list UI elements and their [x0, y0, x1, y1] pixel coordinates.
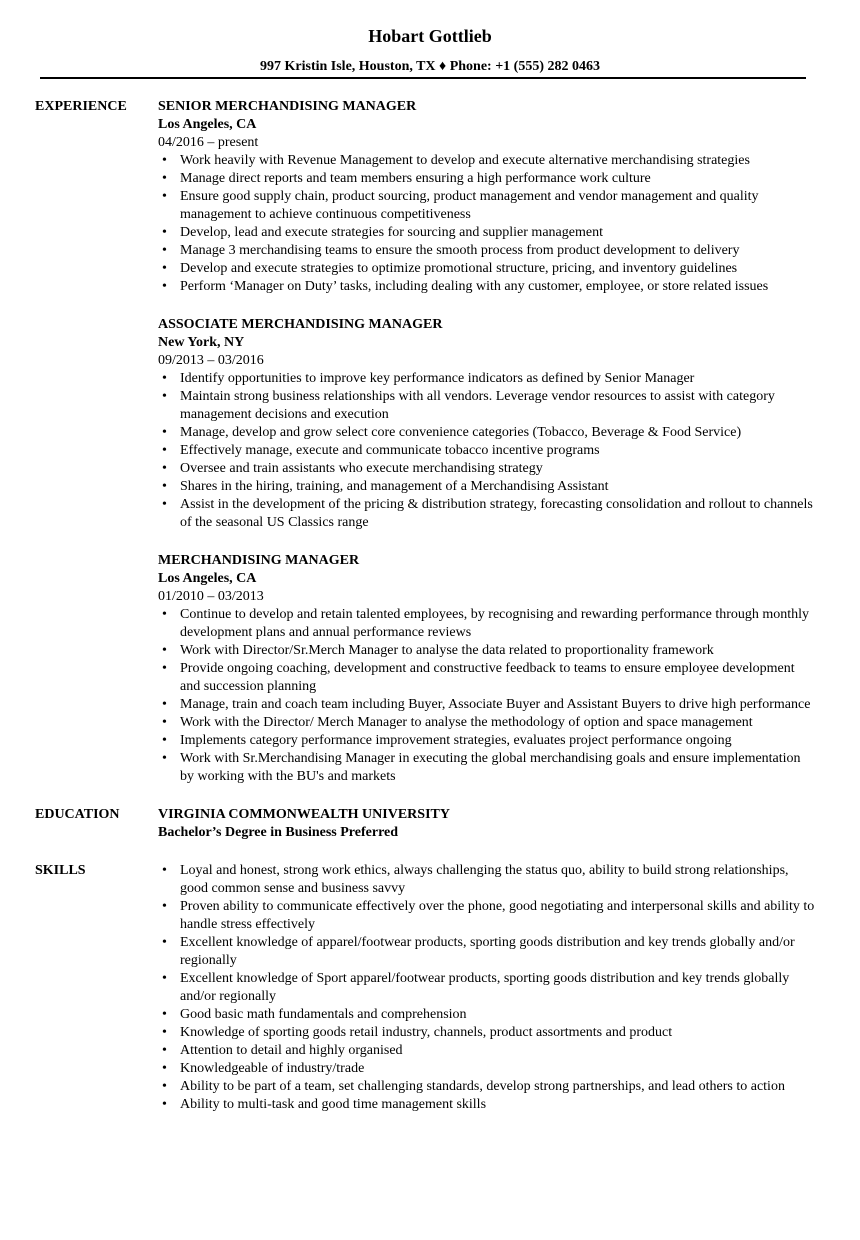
- section-label-skills: SKILLS: [35, 863, 86, 878]
- skill-item: • Excellent knowledge of Sport apparel/footwear products, sporting goods distribution and key trends globally and/or regionally: [158, 970, 818, 1006]
- education-body: [158, 806, 818, 842]
- job-bullets: [158, 606, 818, 786]
- bullet-item: • Develop, lead and execute strategies for sourcing and supplier management: [158, 224, 818, 242]
- bullet-item: • Develop and execute strategies to optimize promotional structure, pricing, and inventory guidelines: [158, 260, 818, 278]
- skill-item: • Good basic math fundamentals and comprehension: [158, 1006, 818, 1024]
- job-bullets: [158, 370, 818, 532]
- job-entry: [158, 98, 818, 296]
- bullet-item: • Assist in the development of the pricing & distribution strategy, forecasting consolidation and rollout to channels of the seasonal US Classics range: [158, 496, 818, 532]
- education-section: [0, 806, 860, 842]
- job-bullets: [158, 152, 818, 296]
- bullet-item: • Effectively manage, execute and communicate tobacco incentive programs: [158, 442, 818, 460]
- job-dates: 04/2016 – present: [158, 135, 259, 150]
- bullet-item: • Manage direct reports and team members ensuring a high performance work culture: [158, 170, 818, 188]
- skill-item: • Excellent knowledge of apparel/footwear products, sporting goods distribution and key trends globally and/or regionally: [158, 934, 818, 970]
- skill-item: • Knowledge of sporting goods retail industry, channels, product assortments and product: [158, 1024, 818, 1042]
- bullet-item: • Manage, develop and grow select core convenience categories (Tobacco, Beverage & Food Service): [158, 424, 818, 442]
- bullet-item: • Work with Sr.Merchandising Manager in executing the global merchandising goals and ensure implementation by working with the BU's and markets: [158, 750, 818, 786]
- skill-item: • Attention to detail and highly organised: [158, 1042, 818, 1060]
- job-title: ASSOCIATE MERCHANDISING MANAGER: [158, 317, 443, 332]
- job-entry: [158, 316, 818, 532]
- section-label-education: EDUCATION: [35, 807, 120, 822]
- resume-content: [0, 98, 860, 1114]
- bullet-item: • Ensure good supply chain, product sourcing, product management and vendor management and quality management to achieve continuous competitiveness: [158, 188, 818, 224]
- job-title: MERCHANDISING MANAGER: [158, 553, 360, 568]
- job-location: Los Angeles, CA: [158, 117, 257, 132]
- skill-item: • Knowledgeable of industry/trade: [158, 1060, 818, 1078]
- contact-line: 997 Kristin Isle, Houston, TX ♦ Phone: +1 (555) 282 0463: [260, 59, 600, 74]
- experience-section: [0, 98, 860, 786]
- bullet-item: • Shares in the hiring, training, and management of a Merchandising Assistant: [158, 478, 818, 496]
- skill-item: • Loyal and honest, strong work ethics, always challenging the status quo, ability to build strong relationships, good common sense and business savvy: [158, 862, 818, 898]
- skills-body: [158, 862, 818, 1114]
- skills-section: [0, 862, 860, 1114]
- job-dates: 09/2013 – 03/2016: [158, 353, 264, 368]
- skill-item: • Proven ability to communicate effectively over the phone, good negotiating and interpersonal skills and ability to handle stress effectively: [158, 898, 818, 934]
- header-divider: [40, 77, 806, 79]
- skill-item: • Ability to multi-task and good time management skills: [158, 1096, 818, 1114]
- bullet-item: • Identify opportunities to improve key performance indicators as defined by Senior Manager: [158, 370, 818, 388]
- bullet-item: • Implements category performance improvement strategies, evaluates project performance ongoing: [158, 732, 818, 750]
- bullet-item: • Manage, train and coach team including Buyer, Associate Buyer and Assistant Buyers to drive high performance: [158, 696, 818, 714]
- bullet-item: • Continue to develop and retain talented employees, by recognising and rewarding performance through monthly development plans and annual performance reviews: [158, 606, 818, 642]
- skills-list: [158, 862, 818, 1114]
- bullet-item: • Work heavily with Revenue Management to develop and execute alternative merchandising strategies: [158, 152, 818, 170]
- job-entry: [158, 552, 818, 786]
- school-name: VIRGINIA COMMONWEALTH UNIVERSITY: [158, 807, 450, 822]
- job-location: New York, NY: [158, 335, 245, 350]
- degree-name: Bachelor’s Degree in Business Preferred: [158, 825, 399, 840]
- experience-body: [158, 98, 818, 786]
- bullet-item: • Work with Director/Sr.Merch Manager to analyse the data related to proportionality framework: [158, 642, 818, 660]
- bullet-item: • Manage 3 merchandising teams to ensure the smooth process from product development to delivery: [158, 242, 818, 260]
- candidate-name: Hobart Gottlieb: [368, 26, 492, 46]
- skill-item: • Ability to be part of a team, set challenging standards, develop strong partnerships, and lead others to action: [158, 1078, 818, 1096]
- bullet-item: • Oversee and train assistants who execute merchandising strategy: [158, 460, 818, 478]
- bullet-item: • Work with the Director/ Merch Manager to analyse the methodology of option and space management: [158, 714, 818, 732]
- job-location: Los Angeles, CA: [158, 571, 257, 586]
- bullet-item: • Perform ‘Manager on Duty’ tasks, including dealing with any customer, employee, or store related issues: [158, 278, 818, 296]
- job-title: SENIOR MERCHANDISING MANAGER: [158, 99, 417, 114]
- job-dates: 01/2010 – 03/2013: [158, 589, 264, 604]
- bullet-item: • Maintain strong business relationships with all vendors. Leverage vendor resources to assist with category management decisions and execution: [158, 388, 818, 424]
- bullet-item: • Provide ongoing coaching, development and constructive feedback to teams to ensure employee development and succession planning: [158, 660, 818, 696]
- section-label-experience: EXPERIENCE: [35, 99, 127, 114]
